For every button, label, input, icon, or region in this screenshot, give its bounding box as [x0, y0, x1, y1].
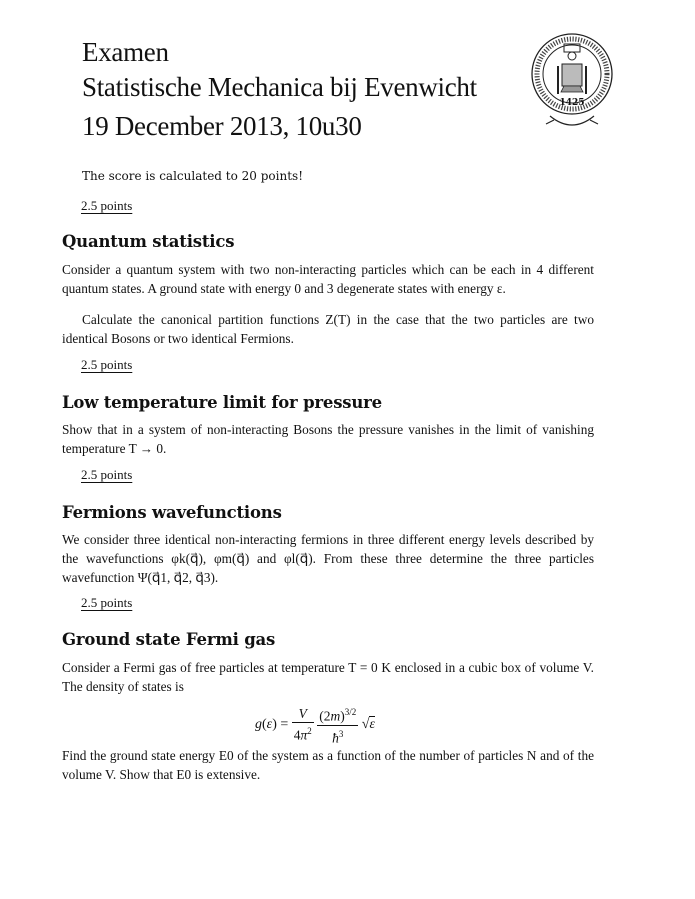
- exam-date: 19 December 2013, 10u30: [82, 111, 362, 141]
- q1-question: Calculate the canonical partition functions Z(T) in the case that the two particles are two identical Bosons or two identical Fermions.: [62, 312, 594, 346]
- q4-heading: Ground state Fermi gas: [62, 630, 276, 649]
- q1-text: Consider a quantum system with two non-interacting particles which can be each in 4 different quantum states. A ground state with energy 0 and 3 degenerate states with energy ε.: [62, 262, 594, 296]
- q2-heading: Low temperature limit for pressure: [62, 393, 382, 412]
- university-seal-icon: [524, 24, 620, 136]
- q3-text: We consider three identical non-interacting fermions in three different energy levels described by the wavefunctions φk(q⃗), φm(q⃗) and φl(q⃗). From these three determine the three particles wavefunction Ψ(q⃗1, q⃗2, q⃗3).: [62, 532, 594, 585]
- q1-heading: Quantum statistics: [62, 232, 235, 251]
- density-of-states-formula: g(ε) = $\frac{V}{4\pi^2}$ $\frac{(2m)^{3/2}}{ħ^3}$ √ε: [255, 704, 375, 744]
- q2-points: 2.5 points: [81, 357, 133, 372]
- q4-question: Find the ground state energy E0 of the system as a function of the number of particles N and of the volume V. Show that E0 is extensive.: [62, 748, 594, 782]
- q3-heading: Fermions wavefunctions: [62, 503, 282, 522]
- q2-text: Show that in a system of non-interacting Bosons the pressure vanishes in the limit of vanishing temperature T → 0.: [62, 422, 594, 456]
- exam-title-line-1: Examen: [82, 37, 169, 67]
- q4-points: 2.5 points: [81, 595, 133, 610]
- q4-text: Consider a Fermi gas of free particles at temperature T = 0 K enclosed in a cubic box of volume V. The density of states is: [62, 660, 594, 694]
- score-note: The score is calculated to 20 points!: [82, 169, 304, 183]
- q3-points: 2.5 points: [81, 467, 133, 482]
- seal-year: 1425: [559, 98, 585, 108]
- exam-title-line-2: Statistische Mechanica bij Evenwicht: [82, 72, 477, 102]
- q1-points: 2.5 points: [81, 198, 133, 213]
